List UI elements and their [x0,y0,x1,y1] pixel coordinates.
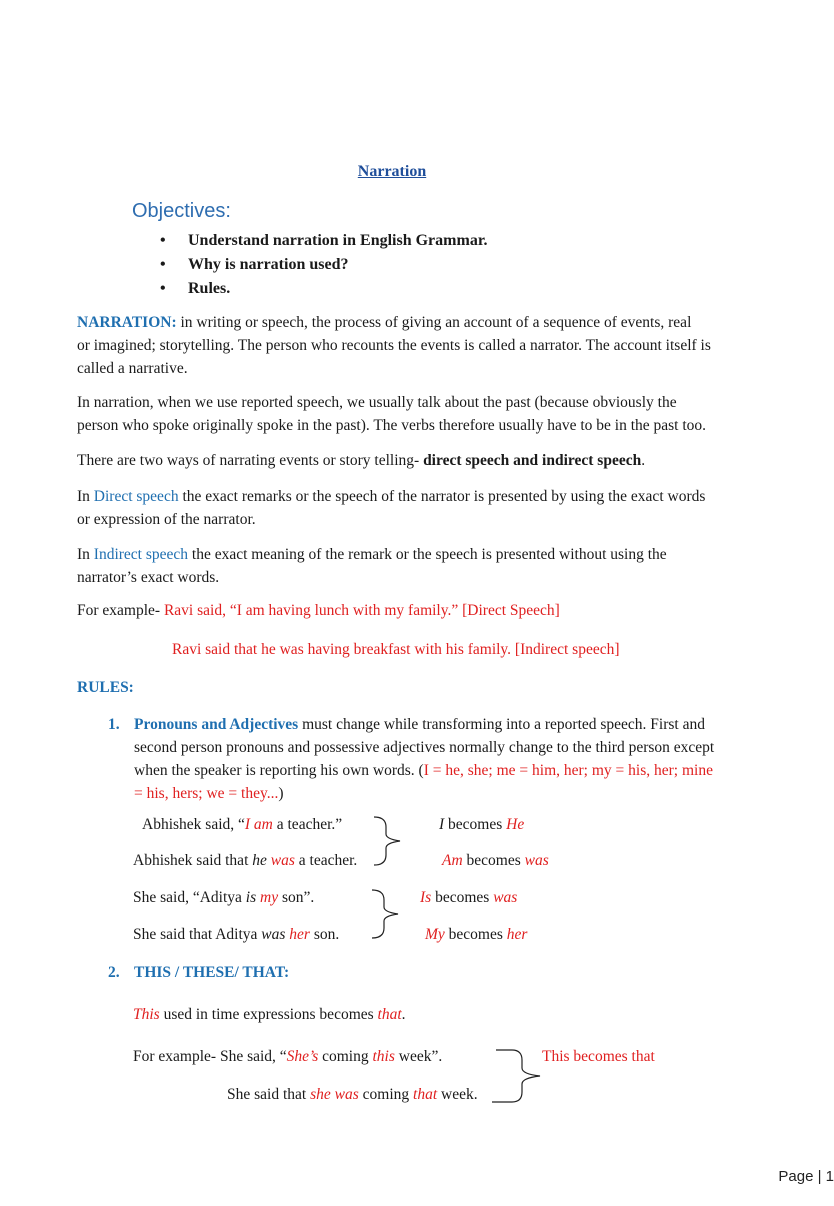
narration-term: NARRATION: [77,314,177,331]
rule-number: 1. [108,716,120,733]
list-item: • Rules. [160,277,487,301]
example-sentence: Abhishek said that he was a teacher. [133,852,358,869]
past-tense-paragraph: In narration, when we use reported speech, we usually talk about the past (because obviously the person who spoke originally spoke in the past). The verbs therefore usually have to be in the past too. [77,394,707,434]
curly-brace-icon [372,813,406,869]
indirect-speech-term: Indirect speech [93,546,189,563]
example-indirect: Ravi said that he was having breakfast with his family. [Indirect speech] [172,641,620,658]
objectives-heading: Objectives: [132,200,231,222]
example-sentence: She said that she was coming that week. [227,1086,478,1103]
direct-speech-term: Direct speech [93,488,179,505]
page-title: Narration [357,163,427,180]
rule1-text: Pronouns and Adjectives must change while transforming into a reported speech. First and second person pronouns and possessive adjectives normally change to the third person except when the speaker is reporting his own words. (I = he, she; me = him, her; my = his, her; mine = his, hers; we = they...) [134,716,715,802]
list-item: • Understand narration in English Grammar. [160,229,487,253]
change-note: Am becomes was [442,852,549,869]
change-note: My becomes her [425,926,528,943]
narration-definition: NARRATION: in writing or speech, the process of giving an account of a sequence of events, real or imagined; storytelling. The person who recounts the events is called a narrator. The account itself is called a narrative. [77,314,711,377]
curly-brace-icon [370,886,404,942]
change-note: This becomes that [542,1048,655,1065]
example-sentence: Abhishek said, “I am a teacher.” [142,816,343,833]
rules-heading: RULES: [77,679,134,696]
example-sentence: For example- She said, “She’s coming this week”. [133,1048,443,1065]
rule1-term: Pronouns and Adjectives [134,716,299,733]
indirect-speech-paragraph: In Indirect speech the exact meaning of the remark or the speech is presented without using the narrator’s exact words. [77,546,667,586]
rule2-heading: THIS / THESE/ THAT: [134,964,290,981]
rule-number: 2. [108,964,120,981]
change-note: Is becomes was [420,889,518,906]
objectives-list [160,229,487,301]
change-note: I becomes He [439,816,525,833]
direct-speech-paragraph: In Direct speech the exact remarks or the speech of the narrator is presented by using the exact words or expression of the narrator. [77,488,706,528]
list-item: • Why is narration used? [160,253,487,277]
page-number: Page | 1 [778,1168,834,1185]
two-ways-paragraph: There are two ways of narrating events or story telling- direct speech and indirect speech. [77,452,646,469]
example-sentence: She said, “Aditya is my son”. [133,889,315,906]
rule2-statement: This used in time expressions becomes that. [133,1006,406,1023]
example-sentence: She said that Aditya was her son. [133,926,340,943]
example-direct: For example- Ravi said, “I am having lunch with my family.” [Direct Speech] [77,602,560,619]
